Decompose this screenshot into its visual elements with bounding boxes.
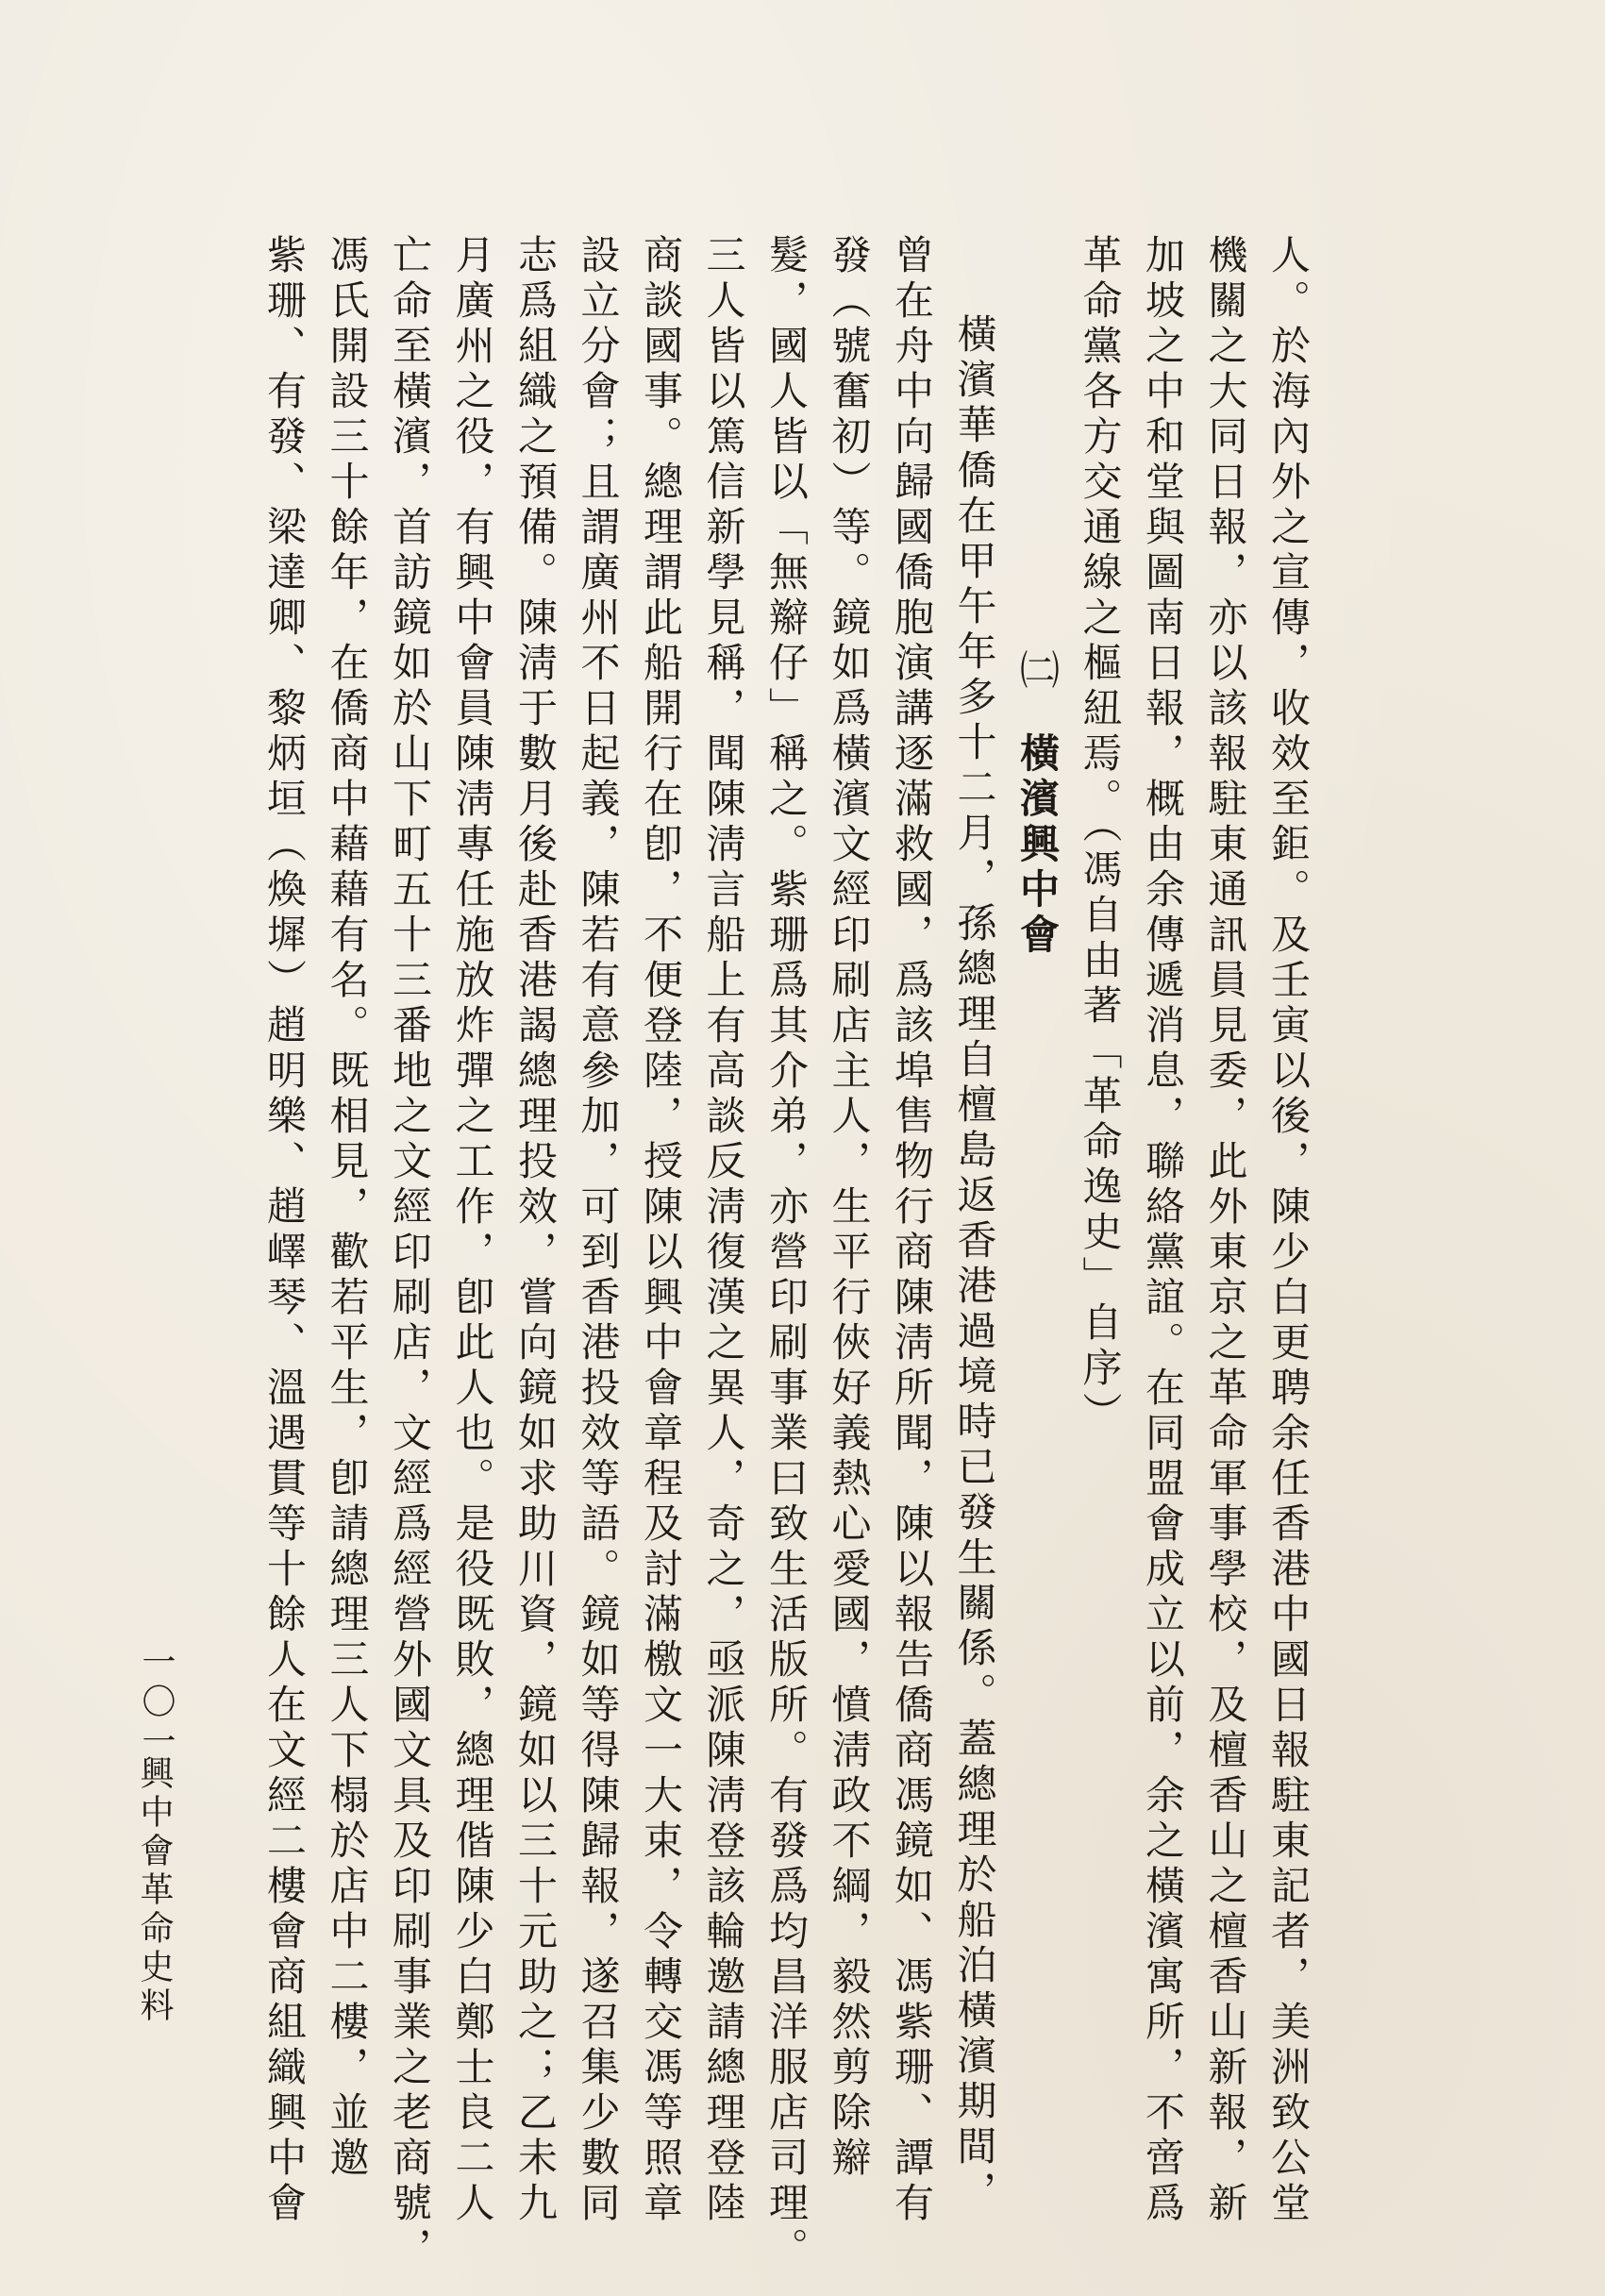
text-line-paragraph-start: 橫濱華僑在甲午年多十二月，孫總理自檀島返香港過境時已發生關係。蓋總理於船泊橫濱期間， — [951, 313, 998, 2216]
text-line: 志爲組織之預備。陳淸于數月後赴香港謁總理投效，嘗向鏡如求助川資，鏡如以三十元助之；乙未九 — [512, 234, 559, 2227]
text-line: 人。於海內外之宣傳，收效至鉅。及壬寅以後，陳少白更聘余任香港中國日報駐東記者，美洲致公堂 — [1265, 234, 1312, 2227]
text-line: 設立分會；且謂廣州不日起義，陳若有意參加，可到香港投效等語。鏡如等得陳歸報，遂召集少數同 — [575, 234, 622, 2227]
section-number: ㈡ — [1014, 649, 1061, 695]
text-line: 亡命至橫濱，首訪鏡如於山下町五十三番地之文經印刷店，文經爲經營外國文具及印刷事業之老商號， — [387, 234, 433, 2272]
text-line: 髮，國人皆以「無辮仔」稱之。紫珊爲其介弟，亦營印刷事業曰致生活版所。有發爲均昌洋服店司理。 — [763, 234, 810, 2272]
text-line: 紫珊、有發、梁達卿、黎炳垣（煥墀）趙明樂、趙嶧琴、溫遇貫等十餘人在文經二樓會商組織興中會 — [261, 234, 308, 2227]
text-line: 商談國事。總理謂此船開行在卽，不便登陸，授陳以興中會章程及討滿檄文一大束，令轉交馮等照章 — [638, 234, 684, 2227]
text-line: 馮氏開設三十餘年，在僑商中藉藉有名。既相見，歡若平生，卽請總理三人下榻於店中二樓，並邀 — [324, 234, 371, 2182]
text-line: 發（號奮初）等。鏡如爲橫濱文經印刷店主人，生平行俠好義熱心愛國，憤淸政不綱，毅然剪除辮 — [826, 234, 873, 2182]
body-text-column-block — [215, 234, 1319, 2272]
section-title: 橫濱興中會 — [1014, 732, 1061, 959]
page-number: 一〇一 — [137, 1644, 176, 1763]
text-line: 月廣州之役，有興中會員陳淸專任施放炸彈之工作，卽此人也。是役既敗，總理偕陳少白鄭士良二人 — [449, 234, 496, 2227]
running-footer-book-title: 興中會革命史料 — [135, 1755, 174, 2026]
text-line: 曾在舟中向歸國僑胞演講逐滿救國，爲該埠售物行商陳淸所聞，陳以報告僑商馮鏡如、馮紫珊、譚有 — [889, 234, 935, 2227]
text-line: 三人皆以篤信新學見稱，聞陳淸言船上有高談反淸復漢之異人，奇之，亟派陳淸登該輪邀請總理登陸 — [700, 234, 747, 2227]
text-line: 加坡之中和堂與圖南日報，概由余傳遞消息，聯絡黨誼。在同盟會成立以前，余之橫濱寓所，不啻爲 — [1140, 234, 1186, 2227]
section-heading — [1006, 234, 1069, 2046]
text-line: 革命黨各方交通線之樞紐焉。（馮自由著「革命逸史」自序） — [1077, 234, 1124, 1437]
text-line: 機關之大同日報，亦以該報駐東通訊員見委，此外東京之革命軍事學校，及檀香山之檀香山新報，新 — [1202, 234, 1249, 2227]
